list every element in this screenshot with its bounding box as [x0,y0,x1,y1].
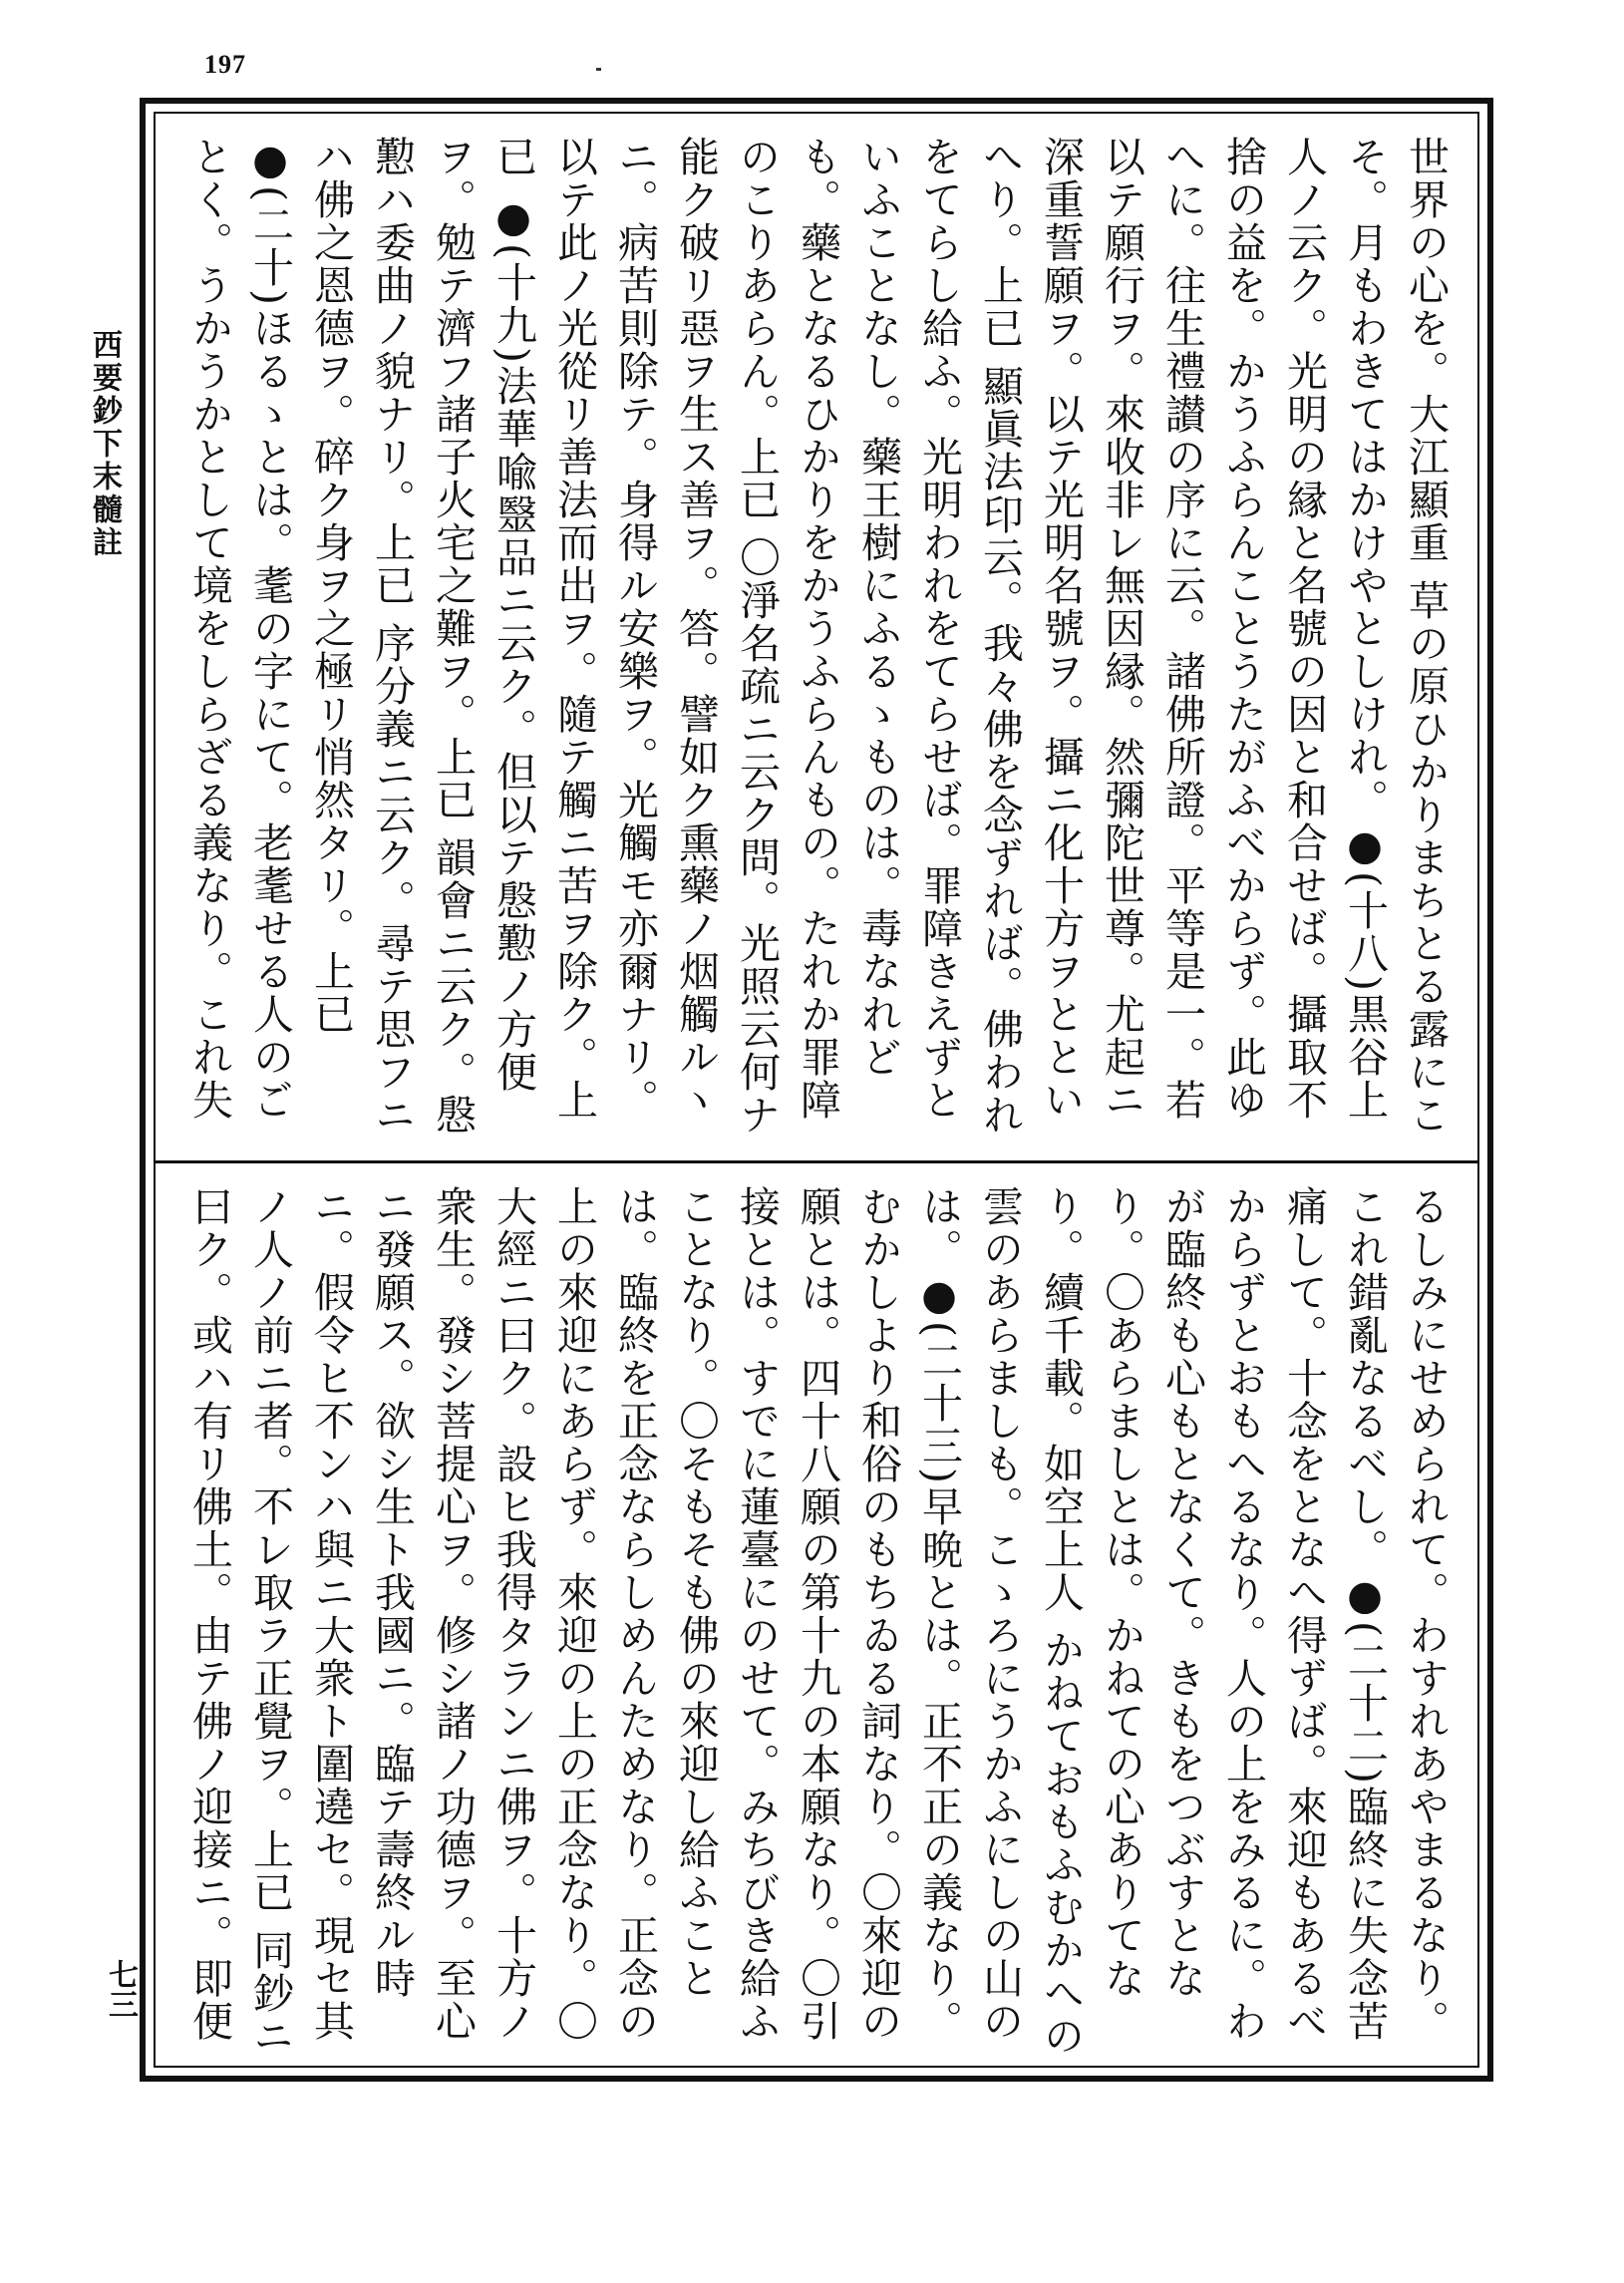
print-speck [596,68,601,71]
upper-text: 世界の心を。大江顯重 草の原ひかりまちとる露にこそ。月もわきてはかけやとしけれ。●(十八)黒谷上人ノ云ク。光明の縁と名號の因と和合せば。攝取不捨の益を。かうふらんことうたがふべからず。此ゆへに。往生禮讃の序に云。諸佛所證。平等是一。若以テ願行ヲ。來收非レ無因縁。然彌陀世尊。尤起ニ深重誓願ヲ。以テ光明名號ヲ。攝ニ化十方ヲとといへり。上已 顯眞法印云。我々佛を念ずれば。佛われをてらし給ふ。光明われをてらせば。罪障きえずといふことなし。藥王樹にふるゝものは。毒なれども。藥となるひかりをかうふらんもの。たれか罪障のこりあらん。上已 〇淨名疏ニ云ク問。光照云何ナ能ク破リ惡ヲ生ス善ヲ。答。譬如ク熏藥ノ烟觸ルヽニ。病苦則除テ。身得ル安樂ヲ。光觸モ亦爾ナリ。以テ此ノ光從リ善法而出ヲ。隨テ觸ニ苦ヲ除ク。上已 ●(十九)法華喩毉品ニ云ク。但以テ慇懃ノ方便ヲ。勉テ濟フ諸子火宅之難ヲ。上已 韻會ニ云ク。慇懃ハ委曲ノ貌ナリ。上已 序分義ニ云ク。尋テ思フニハ佛之恩德ヲ。碎ク身ヲ之極リ悄然タリ。上已 ●(二十)ほるゝとは。耄の字にて。老耄せる人のごとく。うかうかとして境をしらざる義なり。これ失 [185,136,1450,1138]
lower-text: るしみにせめられて。わすれあやまるなり。これ錯亂なるべし。●(二十二)臨終に失念苦痛して。十念をとなへ得ずば。來迎もあるべからずとおもへるなり。人の上をみるに。わが臨終も心もとなくて。きもをつぶすとなり。〇あらましとは。かねての心ありてなり。續千載。如空上人 かねておもふむかへの雲のあらましも。こゝろにうかふにしの山のは。●(二十三)早晩とは。正不正の義なり。むかしより和俗のもちゐる詞なり。〇來迎の願とは。四十八願の第十九の本願なり。〇引接とは。すでに蓮臺にのせて。みちびき給ふことなり。〇そもそも佛の來迎し給ふことは。臨終を正念ならしめんためなり。正念の上の來迎にあらず。來迎の上の正念なり。〇大經ニ曰ク。設ヒ我得タランニ佛ヲ。十方ノ衆生。發シ菩提心ヲ。修シ諸ノ功德ヲ。至心ニ發願ス。欲シ生ト我國ニ。臨テ壽終ル時ニ。假令ヒ不ンハ與ニ大衆ト圍遶セ。現セ其ノ人ノ前ニ者。不レ取ラ正覺ヲ。上已 同鈔ニ曰ク。或ハ有リ佛土。由テ佛ノ迎接ニ。即便 [185,1185,1450,2059]
running-title: 西要鈔下末髓註 [87,329,122,559]
text-frame [140,98,1493,2082]
text-frame-inner [154,112,1479,2068]
folio-number: 七三 [103,1959,138,2019]
section-divider [156,1160,1477,1163]
page-number: 197 [204,50,246,79]
upper-text-block [177,136,1456,1142]
lower-text-block [177,1185,1456,2068]
